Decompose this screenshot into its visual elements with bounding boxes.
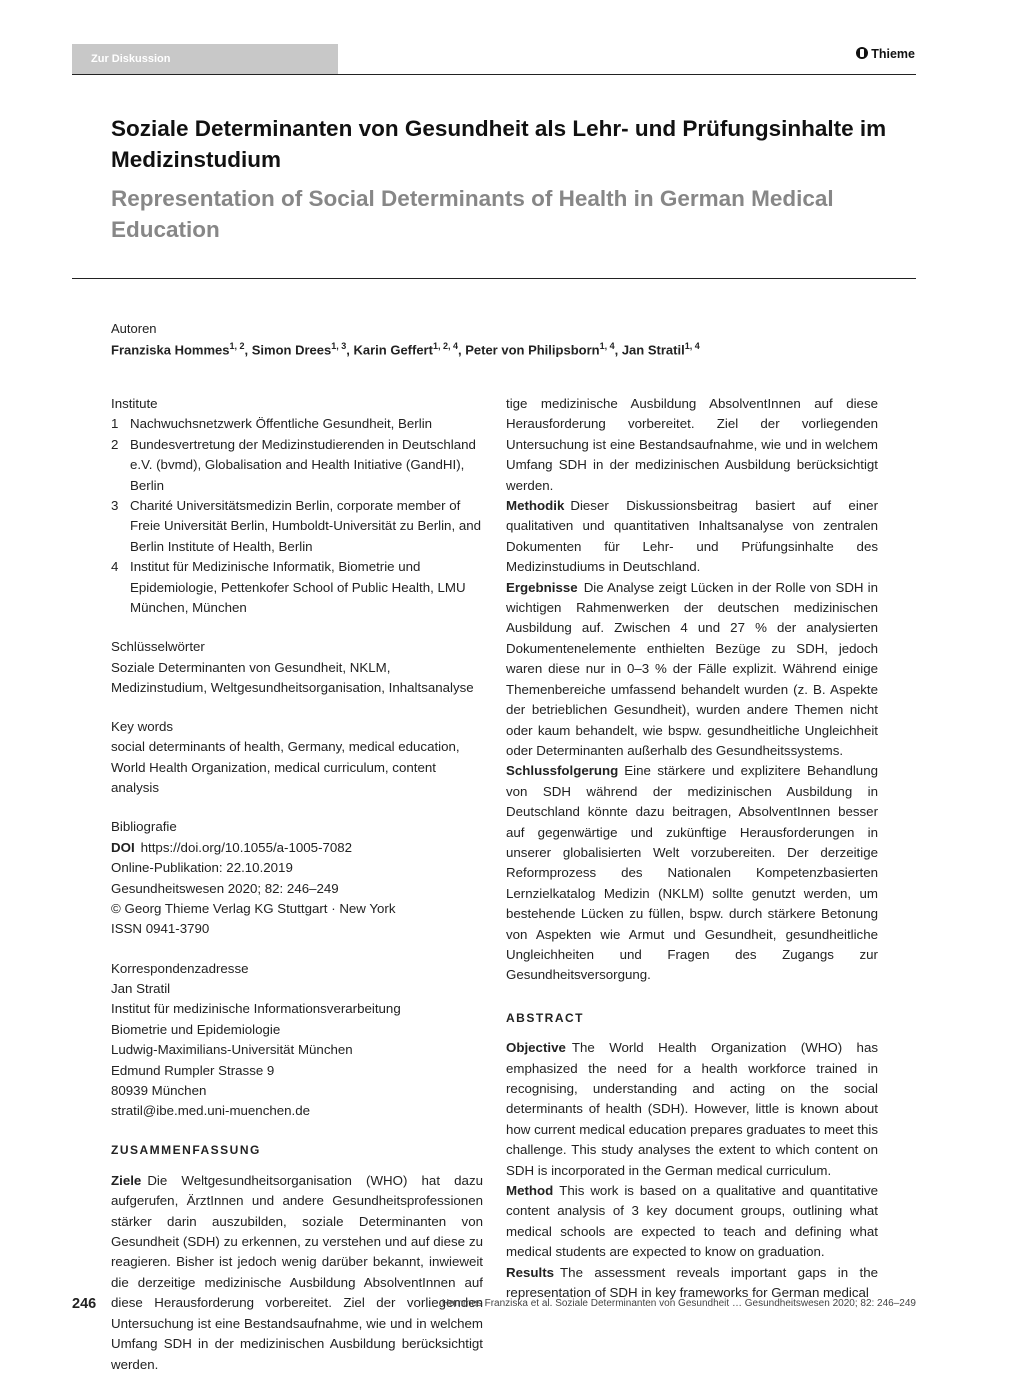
section-text: This work is based on a qualitative and quantitative content analysis of 3 key document groups, outlining what medical schools are expected to teach and defining what medical students are expected to know on graduation. (506, 1183, 878, 1260)
institute-text: Bundesvertretung der Medizinstudierenden in Deutschland e.V. (bvmd), Globalisation and Health Initiative (GandHI), Berlin (130, 436, 476, 493)
zusammenfassung-ziele (111, 1171, 483, 1372)
correspondence-line: Edmund Rumpler Strasse 9 (111, 1062, 275, 1078)
publisher-name: Thieme (871, 47, 915, 61)
section-label: Methodik (506, 498, 565, 514)
abstract-body (506, 1038, 878, 1303)
zusammenfassung-schlussfolgerung (506, 761, 878, 985)
section-label: Schlussfolgerung (506, 763, 619, 779)
correspondence-block (111, 959, 483, 1122)
article-title-german: Soziale Determinanten von Gesundheit als Lehr- und Prüfungsinhalte im Medizinstudium (111, 116, 887, 172)
bibliography-label: Bibliografie (111, 819, 177, 835)
section-tag: Zur Diskussion (72, 44, 338, 74)
institute-number: 2 (111, 436, 119, 452)
section-label: Ziele (111, 1172, 142, 1188)
right-column (506, 394, 878, 1303)
correspondence-line: Institut für medizinische Informationsverarbeitung (111, 1001, 401, 1017)
section-label: Objective (506, 1040, 566, 1056)
doi-label: DOI (111, 839, 135, 855)
keywords-german-block (111, 637, 483, 698)
header-divider (72, 74, 916, 75)
doi-line (111, 838, 483, 858)
correspondence-line: Biometrie und Epidemiologie (111, 1021, 281, 1037)
zusammenfassung-continued (506, 394, 878, 986)
author-name: Simon Drees (251, 342, 332, 358)
citation: Gesundheitswesen 2020; 82: 246–249 (111, 880, 339, 896)
section-text: The World Health Organization (WHO) has emphasized the need for a health workforce trained in recognising, understanding and acting on the social determinants of health (SDH). However, little is known about how current medical education prepares graduates to meet this challenge. This study analyses the extent to which content on SDH is incorporated in the German medical curriculum. (506, 1040, 878, 1178)
running-footer: Hommes Franziska et al. Soziale Determinanten von Gesundheit … Gesundheitswesen 2020; 82: 246–249 (441, 1298, 916, 1309)
keywords-german-label: Schlüsselwörter (111, 639, 205, 655)
zusammenfassung-ergebnisse (506, 578, 878, 762)
title-divider (72, 278, 916, 279)
abstract-objective (506, 1038, 878, 1181)
section-label: Results (506, 1264, 555, 1280)
keywords-german-text: Soziale Determinanten von Gesundheit, NKLM, Medizinstudium, Weltgesundheitsorganisation, Inhaltsanalyse (111, 659, 474, 695)
publisher-logo (856, 47, 915, 61)
correspondence-line: 80939 München (111, 1082, 207, 1098)
section-text: Eine stärkere und explizitere Behandlung von SDH während der medizinischen Ausbildung in Deutschland könnte dazu beitragen, AbsolventInnen besser auf gegenwärtige und zukünftige Herausforderungen in unserer globalisierten Welt vorzubereiten. Der derzeitige Reformprozess des Nationalen Kompetenzbasierten Lernzielkatalog Medizin (NKLM) sollte genutzt werden, um bestehende Lücken zu füllen, bspw. durch stärkere Betonung von Aspekten wie Armut und Gesundheit, gesundheitliche Ungleichheiten und Fragen des Zugangs zur Gesundheitsversorgung. (506, 763, 878, 983)
institute-text: Nachwuchsnetzwerk Öffentliche Gesundheit, Berlin (130, 416, 433, 432)
section-text: The assessment reveals important gaps in the representation of SDH in key frameworks for German medical (506, 1264, 878, 1301)
author-affiliation: 1, 2, 4 (432, 341, 458, 351)
copyright: © Georg Thieme Verlag KG Stuttgart · New York (111, 901, 396, 916)
correspondence-line: Ludwig-Maximilians-Universität München (111, 1042, 353, 1058)
left-column (111, 394, 483, 1372)
authors-list: Franziska Hommes$^{1, 2}$, Simon Drees$^{1, 3}$, Karin Geffert$^{1, 2, 4}$, Peter von Philipsborn$^{1, 4}$, Jan Stratil$^{1, 4}$ (111, 341, 700, 358)
author-affiliation: 1, 4 (684, 341, 700, 351)
section-text: Dieser Diskussionsbeitrag basiert auf einer qualitativen und quantitativen Inhaltsanalyse von zentralen Dokumenten für Lehr- und Prüfungsinhalte des Medizinstudiums in Deutschland. (506, 498, 878, 575)
keywords-english-text: social determinants of health, Germany, medical education, World Health Organization, medical curriculum, content analysis (111, 739, 460, 796)
author-name: Franziska Hommes (111, 342, 230, 358)
issn: ISSN 0941-3790 (111, 921, 210, 937)
page-number: 246 (72, 1296, 97, 1312)
correspondence-line: Jan Stratil (111, 980, 171, 996)
institute-number: 1 (111, 416, 119, 432)
institute-item (111, 557, 483, 618)
institute-item (111, 414, 483, 434)
author-name: Peter von Philipsborn (465, 342, 600, 358)
authors-label: Autoren (111, 321, 157, 336)
thieme-logo-icon (856, 47, 868, 59)
section-text: Die Weltgesundheitsorganisation (WHO) hat dazu aufgerufen, ÄrztInnen und andere Gesundheitsprofessionen stärker darin auszubilden, soziale Determinanten von Gesundheit (SDH) zu erkennen, zu verstehen und auf diese zu reagieren. Bisher ist jedoch wenig darüber bekannt, inwieweit die derzeitige medizinische Ausbildung AbsolventInnen auf diese Herausforderung vorbereitet. Ziel der vorliegenden Untersuchung ist eine Bestandsaufnahme, wie und in welchem Umfang SDH in der medizinischen Ausbildung berücksichtigt werden. (111, 1172, 483, 1372)
bibliography-block (111, 817, 483, 939)
abstract-heading: ABSTRACT (506, 1010, 584, 1025)
institute-item (111, 435, 483, 496)
ziele-continuation: tige medizinische Ausbildung AbsolventInnen auf diese Herausforderung vorbereitet. Ziel der vorliegenden Untersuchung ist eine Bestandsaufnahme, wie und in welchem Umfang SDH in der medizinischen Ausbildung berücksichtigt werden. (506, 396, 878, 493)
doi-link[interactable]: https://doi.org/10.1055/a-1005-7082 (140, 839, 353, 855)
author-affiliation: 1, 4 (599, 341, 615, 351)
correspondence-label: Korrespondenzadresse (111, 960, 249, 976)
section-text: Die Analyse zeigt Lücken in der Rolle von SDH in wichtigen Rahmenwerken der deutschen medizinischen Ausbildung auf. Zwischen 4 und 27 % der analysierten Dokumentenelemente enthielten Bezüge zu SDH, jedoch waren diese nur in 0–3 % der Fälle explizit. Während einige Themenbereiche umfassend behandelt wurden (z. B. Aspekte der betrieblichen Gesundheit), wurden andere Themen nicht oder kaum behandelt, wie bspw. gesundheitliche Ungleichheit oder Determinanten außerhalb des Gesundheitssystems. (506, 579, 878, 758)
institute-item (111, 496, 483, 557)
institute-number: 3 (111, 498, 119, 514)
author-name: Karin Geffert (353, 342, 433, 358)
online-publication-date: Online-Publikation: 22.10.2019 (111, 860, 293, 876)
author-affiliation: 1, 3 (331, 341, 347, 351)
article-title-english: Representation of Social Determinants of Health in German Medical Education (111, 186, 834, 242)
author-affiliation: 1, 2 (229, 341, 245, 351)
keywords-english-label: Key words (111, 719, 174, 735)
author-name: Jan Stratil (621, 342, 685, 358)
institutes-label: Institute (111, 396, 158, 411)
zusammenfassung-heading: ZUSAMMENFASSUNG (111, 1143, 261, 1158)
institute-text: Institut für Medizinische Informatik, Biometrie und Epidemiologie, Pettenkofer School of Public Health, LMU München, München (130, 559, 466, 616)
section-label: Ergebnisse (506, 579, 578, 595)
abstract-method (506, 1181, 878, 1263)
keywords-english-block (111, 717, 483, 799)
institute-number: 4 (111, 559, 119, 575)
institutes-block (111, 394, 483, 618)
section-label: Method (506, 1183, 554, 1199)
correspondence-email[interactable]: stratil@ibe.med.uni-muenchen.de (111, 1103, 311, 1119)
institute-text: Charité Universitätsmedizin Berlin, corporate member of Freie Universität Berlin, Humboldt-Universität zu Berlin, and Berlin Institute of Health, Berlin (130, 498, 482, 554)
zusammenfassung-methodik (506, 496, 878, 578)
